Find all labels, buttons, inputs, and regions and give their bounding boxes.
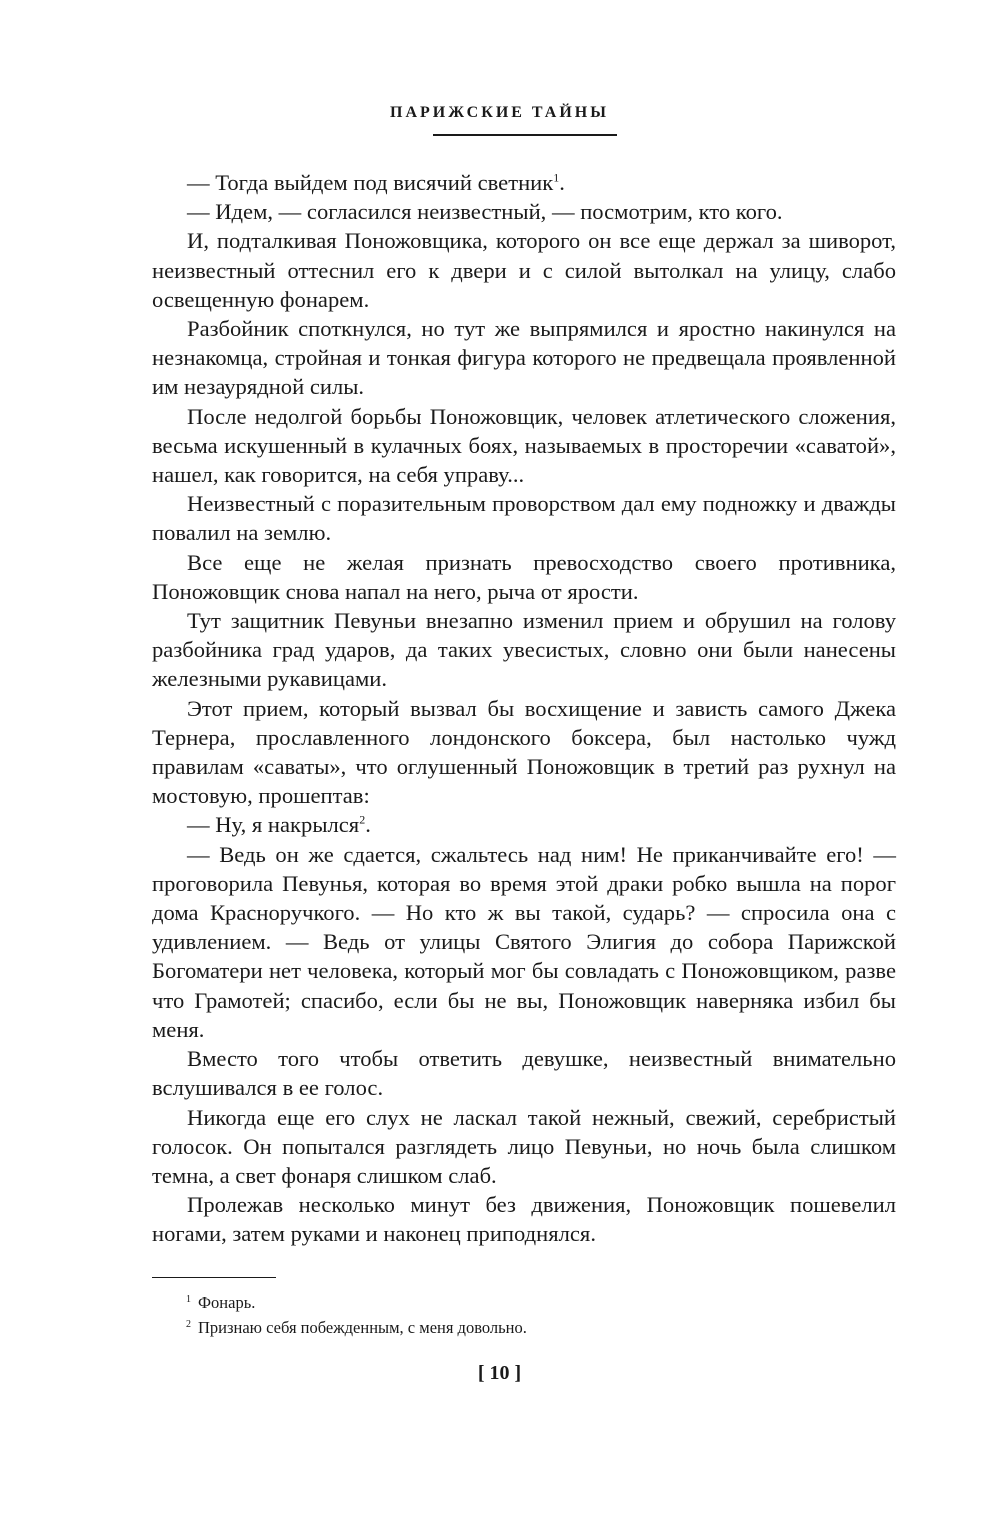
footnote-mark: 2 [186, 1318, 191, 1330]
footnote-text: Признаю себя побежденным, с меня довольно. [198, 1318, 527, 1337]
paragraph: И, подталкивая Поножовщика, которого он все еще держал за шиворот, неизвестный оттеснил его к двери и с силой вытолкал на улицу, слабо освещенную фонарем. [152, 228, 896, 312]
paragraph [152, 810, 896, 839]
footnote-text: Фонарь. [198, 1293, 256, 1312]
footnote-mark: 1 [186, 1293, 191, 1305]
main-text [152, 168, 896, 1249]
paragraph-text: — Ну, я накрылся [187, 812, 360, 838]
running-head: ПАРИЖСКИЕ ТАЙНЫ [390, 104, 609, 121]
page-number: [ 10 ] [477, 1362, 522, 1384]
header-rule [433, 134, 617, 136]
paragraph-text: — Тогда выйдем под висячий светник [187, 170, 554, 195]
paragraph: После недолгой борьбы Поножовщик, человек атлетического сложения, весьма искушенный в кулачных боях, называемых в просторечии «саватой», нашел, как говорится, на себя управу... [152, 403, 896, 488]
footnote [186, 1290, 886, 1315]
paragraph-tail: . [365, 812, 371, 838]
paragraph-tail: . [559, 170, 565, 195]
paragraph: Разбойник споткнулся, но тут же выпрямился и яростно накинулся на незнакомца, стройная и тонкая фигура которого не предвещала проявленной им незаурядной силы. [152, 316, 896, 400]
paragraph: — Ведь он же сдается, сжальтесь над ним! Не приканчивайте его! — проговорила Певунья, которая во время этой драки робко вышла на порог дома Красноручкого. — Но кто ж вы такой, сударь? — спросила она с удивлением. — Ведь от улицы Святого Элигия до собора Парижской Богоматери нет человека, который мог бы совладать с Поножовщиком, разве что Грамотей; спасибо, если бы не вы, Поножовщик наверняка избил бы меня. [152, 841, 896, 1042]
paragraph: — Идем, — согласился неизвестный, — посмотрим, кто кого. [187, 199, 783, 225]
footnote-ref: 1 [553, 170, 560, 185]
paragraph: Тут защитник Певуньи внезапно изменил прием и обрушил на голову разбойника град ударов, да таких увесистых, словно они были нанесены железными рукавицами. [152, 608, 896, 692]
footnote [186, 1315, 886, 1340]
paragraph: Неизвестный с поразительным проворством дал ему подножку и дважды повалил на землю. [152, 491, 896, 546]
paragraph: Пролежав несколько минут без движения, Поножовщик пошевелил ногами, затем руками и наконец приподнялся. [152, 1192, 896, 1247]
paragraph [152, 168, 896, 197]
footnote-ref: 2 [359, 812, 366, 827]
paragraph: Вместо того чтобы ответить девушке, неизвестный внимательно вслушивался в ее голос. [152, 1046, 896, 1101]
footnotes [186, 1290, 886, 1340]
footnote-rule [152, 1277, 276, 1278]
paragraph: Все еще не желая признать превосходство своего противника, Поножовщик снова напал на него, рыча от ярости. [152, 549, 896, 604]
paragraph: Никогда еще его слух не ласкал такой нежный, свежий, серебристый голосок. Он попытался разглядеть лицо Певуньи, но ночь была слишком темна, а свет фонаря слишком слаб. [152, 1104, 896, 1188]
paragraph: Этот прием, который вызвал бы восхищение и зависть самого Джека Тернера, прославленного лондонского боксера, был настолько чужд правилам «саваты», что оглушенный Поножовщик в третий раз рухнул на мостовую, прошептав: [152, 695, 896, 809]
